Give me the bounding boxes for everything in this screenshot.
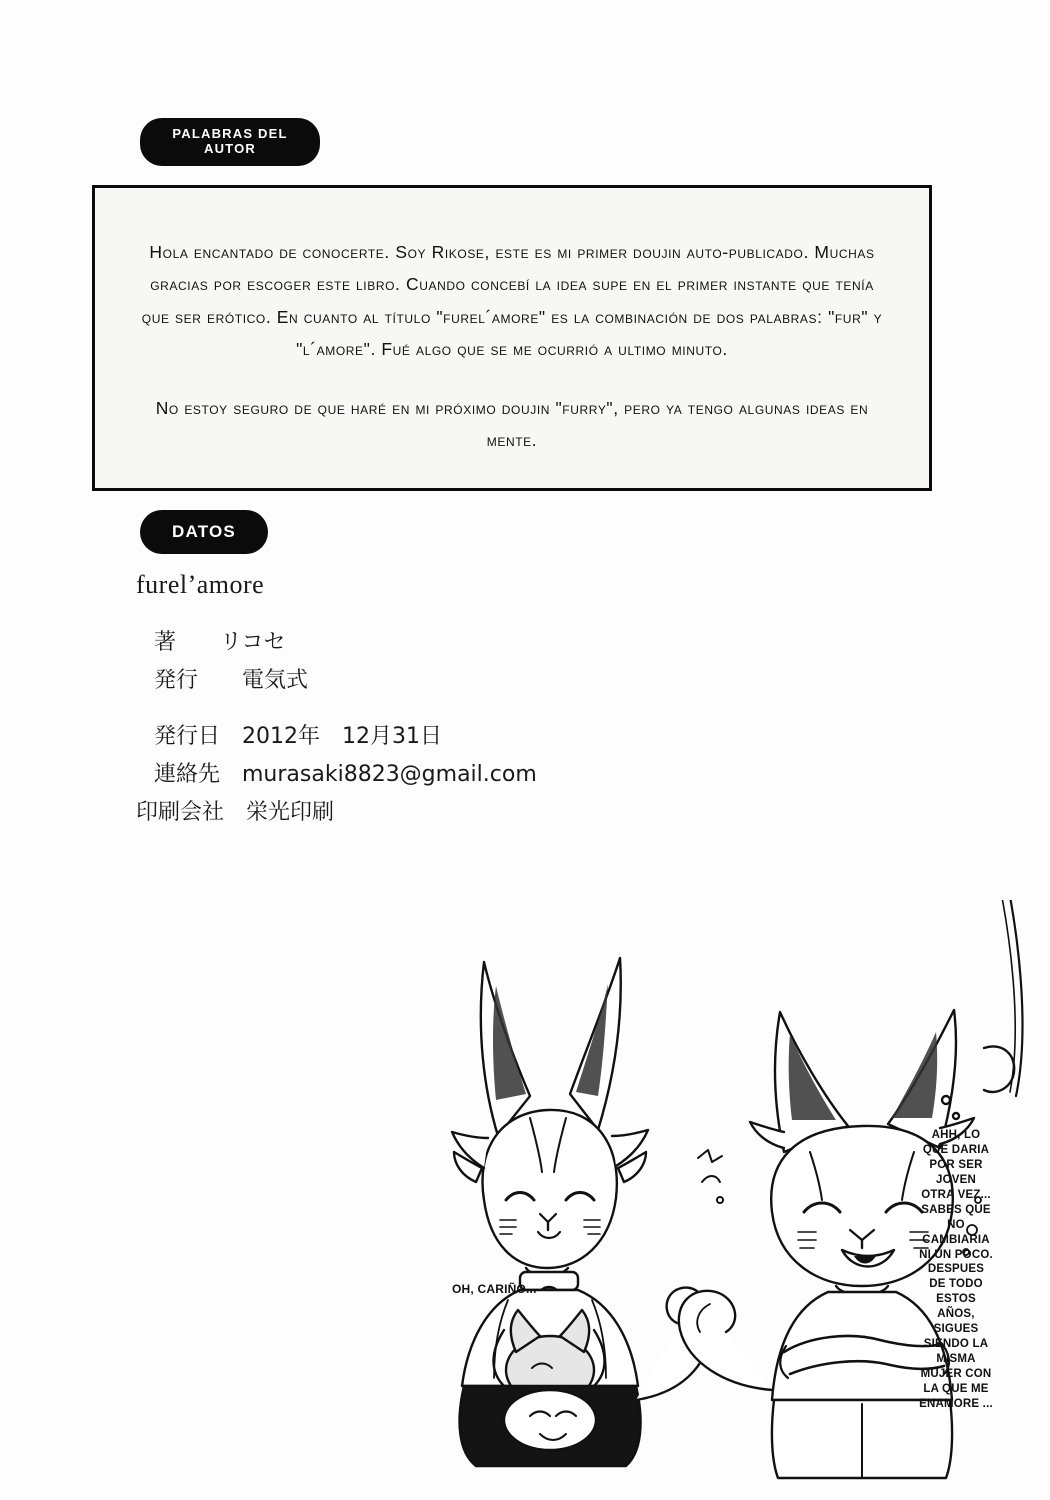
author-message-box [92, 185, 932, 491]
datos-row-author: 著 リコセ [154, 630, 286, 655]
author-paragraph-2: No estoy seguro de que haré en mi próximo doujin "furry", pero ya tengo algunas ideas en mente. [155, 397, 869, 450]
datos-tag [140, 510, 268, 554]
speech-caption-right: AHH, LO QUE DARIA POR SER JOVEN OTRA VEZ... SABES QUE NO CAMBIARIA NI UN POCO. DESPUES DE TODO ESTOS AÑOS, SIGUES SIENDO LA MISMA MUJER CON LA QUE ME ENAMORE ... [919, 1129, 993, 1410]
publication-title: furel’amore [136, 570, 265, 599]
speech-caption-left: OH, CARIÑO... [452, 1282, 537, 1296]
author-paragraph-1: Hola encantado de conocerte. Soy Rikose, este es mi primer doujin auto-publicado. Muchas gracias por escoger este libro. Cuando concebí la idea supe en el primer instante que tenía que ser erótico. En cuanto al título "furel´amore" es la combinación de dos palabras: "fur" y "l´amore". Fué algo que se me ocurrió a ultimo minuto. [141, 242, 883, 360]
datos-row-printer: 印刷会社 栄光印刷 [136, 800, 335, 826]
author-words-tag-label: PALABRAS DEL AUTOR [172, 126, 288, 156]
datos-row-contact: 連絡先 murasaki8823@gmail.com [154, 762, 537, 788]
datos-block [136, 570, 756, 830]
author-words-tag [140, 118, 320, 166]
datos-row-publication-date: 発行日 2012年 12月31日 [154, 724, 442, 750]
datos-row-publisher: 発行 電気式 [154, 668, 309, 694]
datos-tag-label: DATOS [172, 522, 236, 542]
